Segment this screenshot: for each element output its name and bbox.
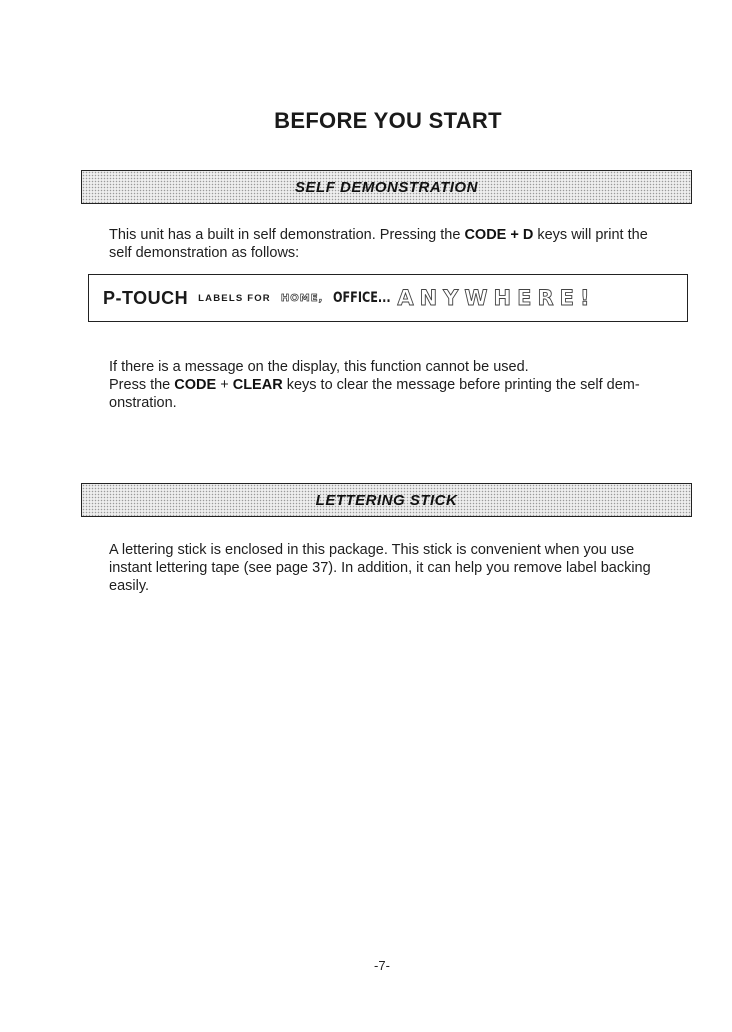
section-heading-lettering-stick <box>81 483 692 517</box>
demo-labels-for-text: LABELS FOR <box>198 292 271 304</box>
display-message-paragraph <box>109 358 669 412</box>
lettering-stick-paragraph <box>109 541 669 595</box>
demo-printout-sample <box>88 274 688 322</box>
section-heading-self-demonstration <box>81 170 692 204</box>
self-demo-paragraph <box>109 226 669 262</box>
demo-home-text: HOME, <box>280 292 324 304</box>
display-message-line: If there is a message on the display, this function cannot be used. <box>109 359 529 375</box>
page-title: BEFORE YOU START <box>274 108 502 133</box>
page-number: -7- <box>374 958 390 973</box>
text-run: keys will print the self demonstration as follows: <box>109 227 648 261</box>
self-demo-text <box>109 226 669 262</box>
text-run: + <box>216 377 233 393</box>
section-heading-label: LETTERING STICK <box>315 491 458 509</box>
demo-ptouch-text: P-TOUCH <box>103 287 189 308</box>
demo-anywhere-text: ANYWHERE! <box>397 286 596 310</box>
key-combo-code-d: CODE + D <box>464 227 534 243</box>
key-code: CODE <box>174 377 217 393</box>
lettering-stick-text: A lettering stick is enclosed in this package. This stick is convenient when you use instant lettering tape (see page 37). In addition, it can help you remove label backing easily. <box>109 542 651 594</box>
text-run: keys to clear the message before printing the self dem-onstration. <box>109 377 640 411</box>
key-clear: CLEAR <box>232 377 283 393</box>
text-run: Press the <box>109 377 175 393</box>
demo-office-text: OFFICE... <box>333 290 391 306</box>
clear-instruction-text <box>109 376 669 412</box>
text-run: This unit has a built in self demonstration. Pressing the <box>109 227 465 243</box>
section-heading-label: SELF DEMONSTRATION <box>295 178 478 196</box>
